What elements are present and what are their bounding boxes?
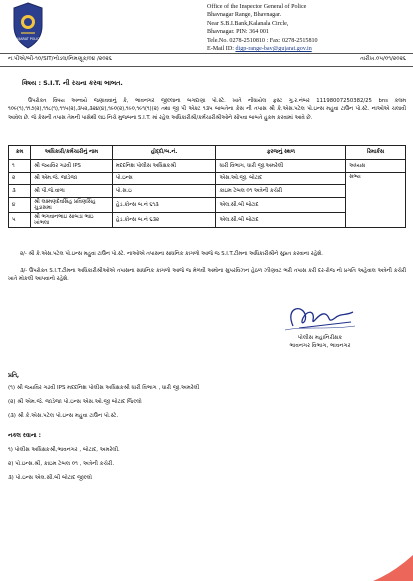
header-duty-place: ફરજનું સ્થળ [216, 146, 346, 160]
office-line: Near S.B.I.Bank,Kalanala Circle, [207, 20, 289, 27]
cell-designation: હેડ.કોન્સ બ.નં ૬૧૩ [112, 197, 216, 212]
header-name: અધિકારી/કર્મચારીનું નામ [30, 146, 112, 160]
ref-divider [0, 66, 413, 67]
signatory-office: ભાવનગર વિભાગ, ભાવનગર [289, 343, 351, 349]
cell-serial: ૧ [9, 160, 31, 173]
recipient-item: (૧) શ્રી જયવિર ગઢવી IPS મદદનિશ પોલીસ અધિક્ષકશ્રી ધારી વિભાગ , ધારી જી.અમરેલી [8, 385, 200, 391]
cell-serial: ૨ [9, 172, 31, 185]
reference-date: તારીખ.૦૫/૦૧/૨૦૨૬ [360, 56, 406, 62]
table-row [9, 172, 406, 185]
reference-number: ન.પીએ/બી-૧૦/SIT/નોડલ/નિમણૂક/૦૪ /૨૦૨૬ [8, 56, 112, 62]
copy-to-label: નકલ રવાના : [8, 433, 41, 439]
cell-duty-place: કાઇમ ટેબલ ૦૧ અત્રેની કચેરી [216, 185, 346, 198]
subject-line [22, 80, 123, 87]
cell-duty-place: એસ.ઓ.જી. બોટાદ [216, 172, 346, 185]
cell-remarks: અધ્યક્ષ [346, 160, 406, 173]
email-link[interactable]: digp-range-bav@gujarat.gov.in [235, 46, 312, 53]
sit-members-table [8, 145, 406, 228]
cell-name: શ્રી જયવિર ગઢવી IPS [30, 160, 112, 173]
order-paragraph-1: ઉપરોક્ત વિષય અન્વયે જણાવવાનું કે, ભાવનગર જીલ્લાના બગદાણા પો.સ્ટે. ખાતે નોંધાયેલ ફસ્ટ ગુ.ર.નંબર 11198007250382/25 bns કલમ ૧૦૯(૧),૧૧૭(૨),૧૧૮(૧),૧૧૫(૨),૩૫૨,૩૨૪(૪),૧૯૦(૨),૧૯૦,૧૯૧(૧)(૨) તથા જી પી એક્ટ ૧૩૫ બાબતેના કેસ ની તપાસ શ્રી કે.એસ.પટેલ પો.ઇન્સ મહુવા ટાઉન પો.સ્ટે. નાઓએ ચલાવી આવેલ છે. જે કેસની તપાસ તેમની પાસેથી લઇ નિચે મુજબના S.I.T. માં રહેલ અધિકારીશ્રી/કર્મચારીશ્રીઓને સોંપવા બાબતે હુકમ કરવામાં આવે છે. [8, 98, 406, 121]
office-line: Bhavnagar. PIN: 364 001 [207, 29, 269, 36]
cell-name: શ્રી એમ.જે. જાડેજા [30, 172, 112, 185]
cell-name: શ્રી પી.જે.વાળા [30, 185, 112, 198]
emblem-text: GUJARAT POLICE [14, 37, 42, 41]
cell-duty-place: એલ.સી.બી બોટાદ [216, 197, 346, 212]
recipients-label: પ્રતિ, [8, 373, 20, 379]
cell-designation: મદદનિશ પોલીસ અધિક્ષકશ્રી [112, 160, 216, 173]
cell-duty-place: એલ.સી.બી બોટાદ [216, 212, 346, 227]
cell-name: શ્રી લક્ષ્મણદેવસિંહ પ્રવિણસિંહ ચુડાસમા [30, 197, 112, 212]
cell-serial: ૫ [9, 212, 31, 227]
cell-designation: પો.સ.ઇ [112, 185, 216, 198]
table-row [9, 160, 406, 173]
cell-remarks: સભ્ય [346, 172, 406, 228]
office-line: Office of the Inspector General of Police [207, 4, 307, 10]
header-serial: ક્રમ [9, 146, 31, 160]
header-designation: હોદ્દો/બ.નં. [112, 146, 216, 160]
cell-serial: ૪ [9, 197, 31, 212]
cell-designation: પો.ઇન્સ [112, 172, 216, 185]
order-paragraph-3: ૩/- ઉપરોક્ત S.I.T.ટીમના અધિકારીશ્રીઓએ તપાસના સાધનિક કાગળો આજે જ મેળવી અમોના સુપરવિઝન હેઠળ ઝીણવટ ભરી તપાસ કરી દર-રોજ નો પ્રગતિ અહેવાલ અત્રેની કચેરી ખાતે મોકલી આપવાનો રહેશે. [8, 268, 406, 283]
cell-designation: હેડ.કોન્સ બ.નં ૬૩૨ [112, 212, 216, 227]
signatory-designation: પોલીસ મહાનિરીક્ષક [297, 335, 343, 341]
table-header-row [9, 146, 406, 160]
copy-to-item: ૩) પો.ઇન્સ એલ.સી.બી બોટાદ જીલ્લો [8, 475, 93, 481]
header-divider [0, 53, 413, 54]
subject-label: વિષય : [22, 79, 42, 87]
header-remarks: રિમાર્કસ [346, 146, 406, 160]
cell-serial: ૩ [9, 185, 31, 198]
copy-to-item: ૨) પો.ઇન્સ.શ્રી, કાઇમ ટેબલ ૦૧ , અત્રેની કચેરી. [8, 461, 115, 467]
subject-text: S.I.T. ની રચના કરવા બાબત. [43, 79, 123, 87]
gujarat-police-emblem [12, 2, 44, 50]
order-paragraph-2: ૨/- શ્રી કે.એસ.પટેલ પો.ઇન્સ મહુવા ટાઉન પો.સ્ટે. નાઓએ તપાસના સાધનિક કાગળો આજે જ S.I.T.ટીમના અધિકારીશ્રીને સુપ્રત કરવાના રહેશે. [20, 251, 323, 257]
copy-to-item: ૧) પોલીસ અધિક્ષકશ્રી,ભાવનગર , બોટાદ, અમરેલી. [8, 447, 120, 453]
office-address-block [207, 3, 407, 53]
cell-name: શ્રી ભગવાનભાઇ સાબડા ભાઇ ખાંભલા [30, 212, 112, 227]
corner-stamp-mark [373, 555, 413, 581]
cell-duty-place: ધારી વિભાગ, ધારી જી.અમરેલી [216, 160, 346, 173]
recipient-item: (૩) શ્રી કે.એસ.પટેલ પો.ઇન્સ મહુવા ટાઉન પો.સ્ટે. [8, 413, 119, 419]
signature-block [260, 334, 380, 350]
office-line: Bhavnagar Range, Bhavnagar. [207, 12, 282, 19]
email-label: E-Mail ID: [207, 46, 234, 53]
office-line: Tele.No. 0278-2510810 : Fax: 0278-2515810 [207, 37, 318, 44]
signature-image [255, 300, 365, 334]
recipient-item: (૨) શ્રી એમ.જે. જાડેજા પો.ઇન્સ એસ.ઓ.જી બોટાદ જિલ્લો [8, 399, 142, 405]
